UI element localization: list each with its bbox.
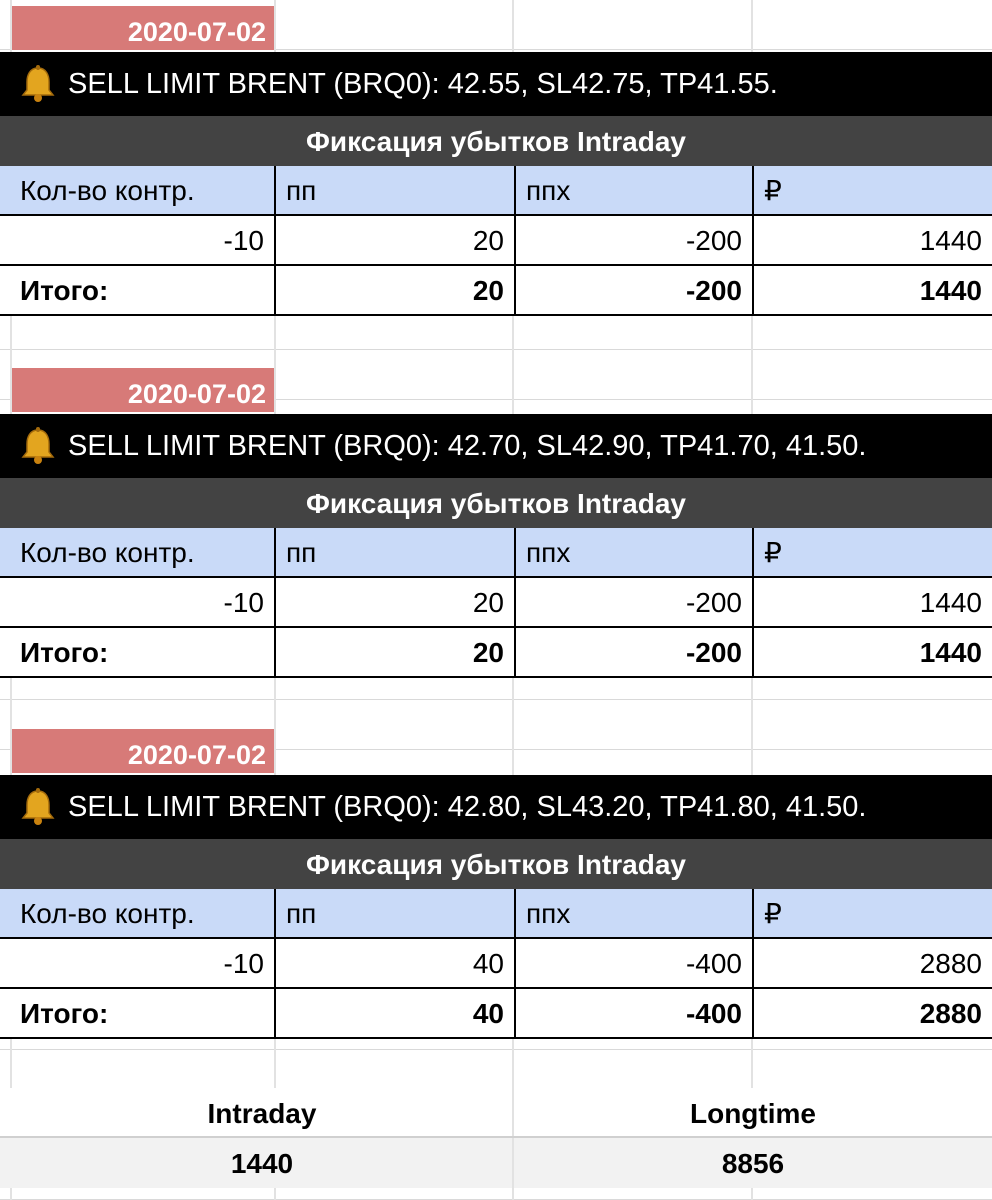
total-rub[interactable]: 1440 xyxy=(752,266,992,314)
total-row xyxy=(0,989,992,1039)
header-rub[interactable]: ₽ xyxy=(752,166,992,214)
signal-text: SELL LIMIT BRENT (BRQ0): 42.80, SL43.20, TP41.80, 41.50. xyxy=(68,790,867,823)
date-cell[interactable]: 2020-07-02 xyxy=(12,6,274,50)
cell-rub[interactable]: 1440 xyxy=(752,216,992,264)
bell-icon xyxy=(18,426,58,466)
table-row xyxy=(0,939,992,989)
cell-points-x[interactable]: -200 xyxy=(514,216,752,264)
date-row xyxy=(0,729,992,773)
total-points[interactable]: 40 xyxy=(274,989,514,1037)
total-row xyxy=(0,628,992,678)
signal-row[interactable] xyxy=(0,52,992,116)
signal-row[interactable] xyxy=(0,414,992,478)
total-label[interactable]: Итого: xyxy=(20,998,109,1029)
date-cell[interactable]: 2020-07-02 xyxy=(12,368,274,412)
total-rub[interactable]: 1440 xyxy=(752,628,992,676)
date-row xyxy=(0,6,992,50)
bell-icon xyxy=(18,64,58,104)
total-row xyxy=(0,266,992,316)
cell-points[interactable]: 20 xyxy=(274,578,514,626)
total-points-x[interactable]: -200 xyxy=(514,266,752,314)
cell-contracts[interactable]: -10 xyxy=(223,225,264,256)
table-header-row xyxy=(0,166,992,216)
table-header-row xyxy=(0,528,992,578)
cell-rub[interactable]: 1440 xyxy=(752,578,992,626)
header-points-x[interactable]: ппх xyxy=(514,889,752,937)
table-row xyxy=(0,578,992,628)
header-rub[interactable]: ₽ xyxy=(752,889,992,937)
cell-points-x[interactable]: -400 xyxy=(514,939,752,987)
section-title: Фиксация убытков Intraday xyxy=(0,478,992,528)
table-row xyxy=(0,216,992,266)
summary-header-row xyxy=(0,1088,992,1138)
date-row xyxy=(0,368,992,412)
cell-rub[interactable]: 2880 xyxy=(752,939,992,987)
cell-points[interactable]: 20 xyxy=(274,216,514,264)
total-label[interactable]: Итого: xyxy=(20,637,109,668)
signal-text: SELL LIMIT BRENT (BRQ0): 42.55, SL42.75, TP41.55. xyxy=(68,67,778,100)
bell-icon xyxy=(18,787,58,827)
table-header-row xyxy=(0,889,992,939)
header-points[interactable]: пп xyxy=(274,528,514,576)
summary-intraday-label[interactable]: Intraday xyxy=(0,1088,514,1138)
header-points[interactable]: пп xyxy=(274,889,514,937)
date-cell[interactable]: 2020-07-02 xyxy=(12,729,274,773)
summary-longtime-label[interactable]: Longtime xyxy=(690,1098,816,1129)
signal-text: SELL LIMIT BRENT (BRQ0): 42.70, SL42.90, TP41.70, 41.50. xyxy=(68,429,867,462)
cell-contracts[interactable]: -10 xyxy=(223,948,264,979)
summary-values-row xyxy=(0,1136,992,1188)
total-rub[interactable]: 2880 xyxy=(752,989,992,1037)
summary-longtime-value[interactable]: 8856 xyxy=(721,1148,785,1179)
header-points-x[interactable]: ппх xyxy=(514,528,752,576)
cell-points[interactable]: 40 xyxy=(274,939,514,987)
total-label[interactable]: Итого: xyxy=(20,275,109,306)
summary-intraday-value[interactable]: 1440 xyxy=(0,1138,514,1188)
signal-row[interactable] xyxy=(0,775,992,839)
total-points[interactable]: 20 xyxy=(274,266,514,314)
header-contracts[interactable]: Кол-во контр. xyxy=(20,898,195,929)
total-points[interactable]: 20 xyxy=(274,628,514,676)
cell-contracts[interactable]: -10 xyxy=(223,587,264,618)
header-contracts[interactable]: Кол-во контр. xyxy=(20,175,195,206)
header-contracts[interactable]: Кол-во контр. xyxy=(20,537,195,568)
total-points-x[interactable]: -400 xyxy=(514,989,752,1037)
header-points[interactable]: пп xyxy=(274,166,514,214)
cell-points-x[interactable]: -200 xyxy=(514,578,752,626)
section-title: Фиксация убытков Intraday xyxy=(0,839,992,889)
header-points-x[interactable]: ппх xyxy=(514,166,752,214)
header-rub[interactable]: ₽ xyxy=(752,528,992,576)
section-title: Фиксация убытков Intraday xyxy=(0,116,992,166)
total-points-x[interactable]: -200 xyxy=(514,628,752,676)
